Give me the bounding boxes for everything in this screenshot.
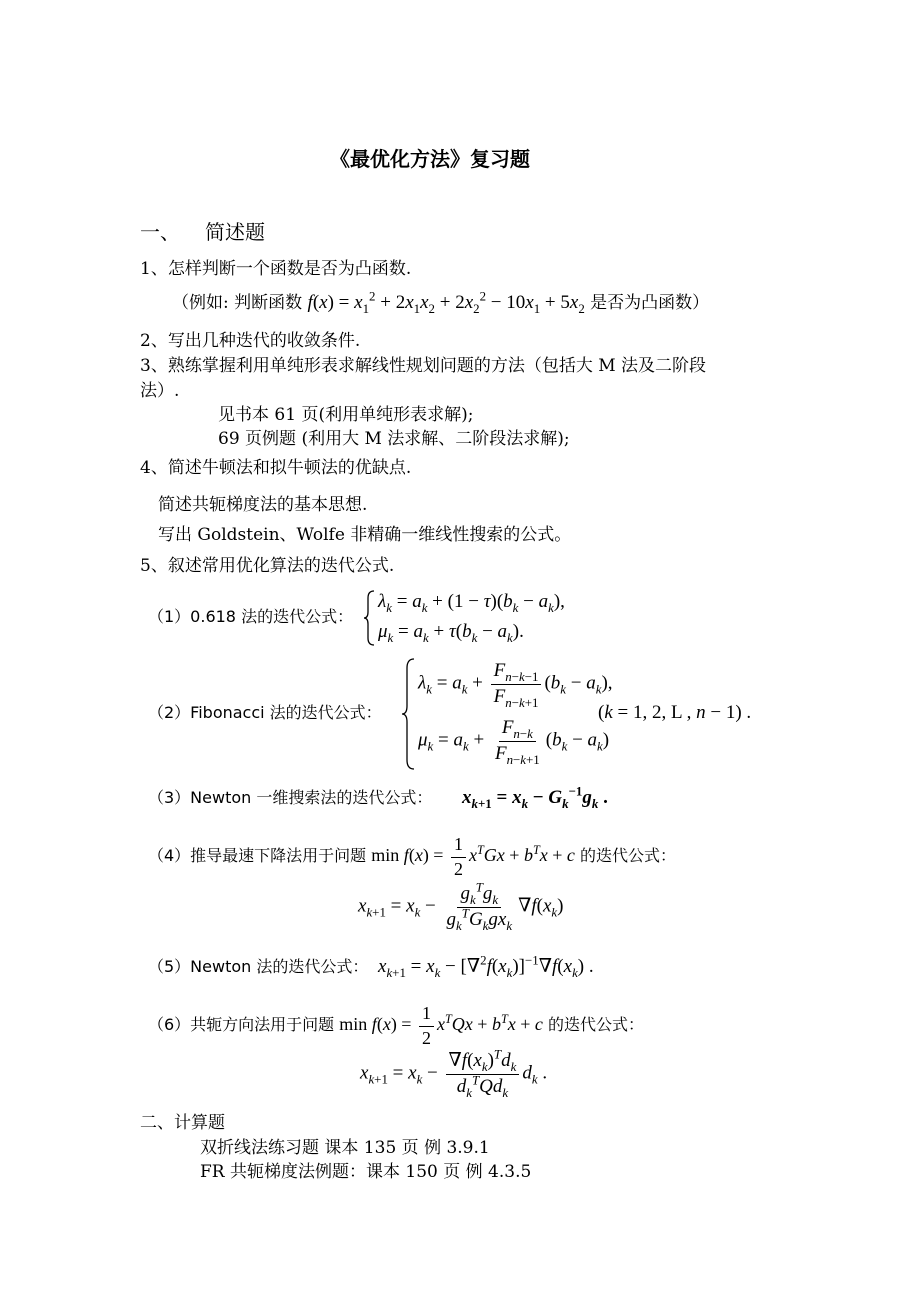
brace-1 (364, 590, 376, 646)
section2-heading: 二、计算题 (140, 1113, 225, 1133)
item-6-suffix: 的迭代公式： (548, 1015, 645, 1035)
question-3-ref1: 见书本 61 页(利用单纯形表求解); (218, 405, 474, 425)
example-function: $f(x) = x_1^2 + 2x_1x_2 + 2x_2^2 - 10x_1 + 5x_2$ (307, 288, 585, 316)
section2-ref2: FR 共轭梯度法例题：课本 150 页 例 4.3.5 (200, 1162, 532, 1182)
question-3-line1: 3、熟练掌握利用单纯形表求解线性规划问题的方法（包括大 M 法及二阶段 (140, 356, 707, 376)
item-6-label (148, 1003, 644, 1049)
page-title: 《最优化方法》复习题 (330, 147, 530, 171)
section1-number: 一、 (140, 220, 180, 244)
section2-ref1: 双折线法练习题 课本 135 页 例 3.9.1 (200, 1138, 490, 1158)
item-2-index-range: (k = 1, 2, L , n − 1) . (598, 702, 752, 723)
example-suffix: 是否为凸函数） (590, 293, 710, 313)
item-2-formula-lambda: $\lambda_k = a_k$ + $\frac{F_{n-k-1}}{F_{n-k+1}}$ $(b_k - a_k)$, (418, 660, 613, 710)
example-prefix: （例如: 判断函数 (172, 293, 303, 313)
item-4-formula: $x_{k+1} = x_k$ − $\frac{g_k^Tg_k}{g_k^TG_kgx_k}$ $\nabla f(x_k)$ (358, 879, 564, 933)
item-1-label: （1）0.618 法的迭代公式： (148, 607, 354, 626)
item-4-prefix: （4）推导最速下降法用于问题 (148, 846, 367, 866)
item-4-suffix: 的迭代公式： (580, 846, 677, 866)
item-2-formula-mu: $\mu_k = a_k$ + $\frac{F_{n-k}}{F_{n-k+1}}$ $(b_k - a_k)$ (418, 717, 610, 767)
question-3-ref2: 69 页例题 (利用大 M 法求解、二阶段法求解); (218, 429, 570, 449)
item-4-problem: min f(x) = $\frac{1}{2}$ $x^TGx + b^Tx + c$ (371, 834, 575, 879)
section1-heading: 简述题 (205, 220, 265, 244)
question-3-line2: 法）. (140, 381, 180, 401)
item-5-label: （5）Newton 法的迭代公式： (148, 957, 369, 976)
item-1-formula-lambda: $\lambda_k = a_k + (1 - \tau)(b_k - a_k)$, (378, 591, 565, 615)
question-2: 2、写出几种迭代的收敛条件. (140, 331, 361, 351)
item-5-formula: $x_{k+1} = x_k - [\nabla^2f(x_k)]^{-1}\nabla f(x_k)$ . (378, 952, 594, 980)
brace-2 (402, 658, 416, 770)
question-1: 1、怎样判断一个函数是否为凸函数. (140, 259, 412, 279)
question-4-sub1: 简述共轭梯度法的基本思想. (158, 495, 368, 515)
question-1-example (172, 288, 710, 316)
item-3-label: （3）Newton 一维搜索法的迭代公式： (148, 788, 433, 807)
question-5: 5、叙述常用优化算法的迭代公式. (140, 556, 395, 576)
item-6-prefix: （6）共轭方向法用于问题 (148, 1015, 335, 1035)
item-4-label (148, 834, 676, 880)
item-1-formula-mu: $\mu_k = a_k + \tau(b_k - a_k)$. (378, 621, 524, 645)
item-3-formula: $x_{k+1} = x_k - G_k^{-1}g_k$ . (462, 783, 608, 811)
question-4: 4、简述牛顿法和拟牛顿法的优缺点. (140, 458, 412, 478)
item-2-label: （2）Fibonacci 法的迭代公式： (148, 703, 382, 722)
item-6-formula: $x_{k+1} = x_k$ − $\frac{\nabla f(x_k)^Td_k}{d_k^TQd_k}$ $d_k$ . (360, 1046, 548, 1100)
question-4-sub2: 写出 Goldstein、Wolfe 非精确一维线性搜索的公式。 (158, 525, 572, 545)
item-6-problem: min f(x) = $\frac{1}{2}$ $x^TQx + b^Tx + c$ (339, 1003, 543, 1048)
